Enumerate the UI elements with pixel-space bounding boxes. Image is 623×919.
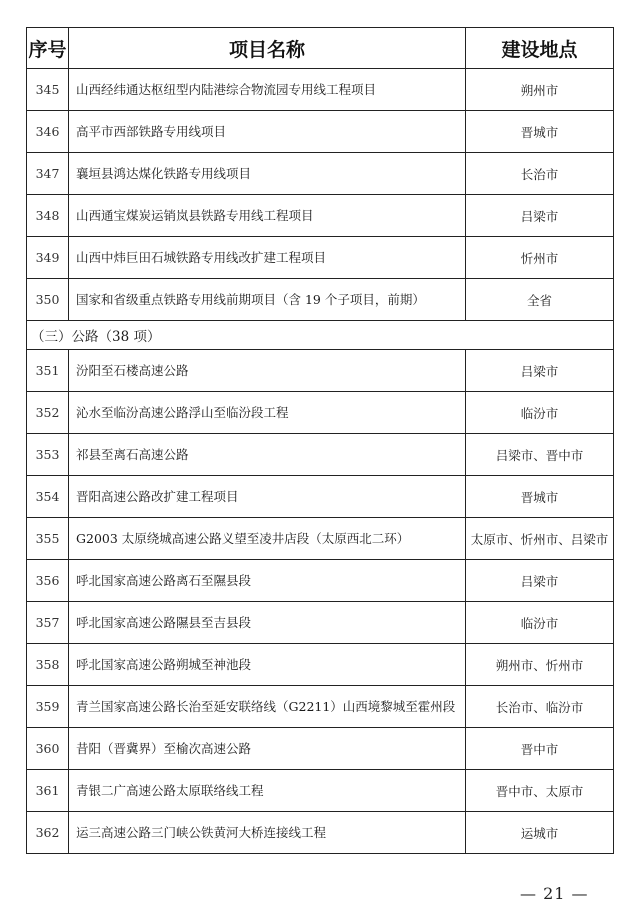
row-number: 361 bbox=[27, 770, 69, 812]
row-number: 358 bbox=[27, 644, 69, 686]
row-number: 352 bbox=[27, 392, 69, 434]
table-row bbox=[27, 602, 614, 644]
project-name: 沁水至临汾高速公路浮山至临汾段工程 bbox=[69, 392, 466, 434]
row-number: 360 bbox=[27, 728, 69, 770]
project-location: 吕梁市、晋中市 bbox=[466, 434, 614, 476]
table-body-section bbox=[27, 321, 614, 350]
row-number: 347 bbox=[27, 153, 69, 195]
table-row bbox=[27, 686, 614, 728]
project-name: 山西经纬通达枢纽型内陆港综合物流园专用线工程项目 bbox=[69, 69, 466, 111]
project-location: 运城市 bbox=[466, 812, 614, 854]
project-location: 太原市、忻州市、吕梁市 bbox=[466, 518, 614, 560]
section-title: （三）公路（38 项） bbox=[27, 321, 614, 350]
table-body-highway bbox=[27, 350, 614, 854]
row-number: 346 bbox=[27, 111, 69, 153]
project-location: 吕梁市 bbox=[466, 195, 614, 237]
project-name: 山西中炜巨田石城铁路专用线改扩建工程项目 bbox=[69, 237, 466, 279]
table-row bbox=[27, 195, 614, 237]
header-location: 建设地点 bbox=[466, 28, 614, 69]
project-name: 青兰国家高速公路长治至延安联络线（G2211）山西境黎城至霍州段 bbox=[69, 686, 466, 728]
table-row bbox=[27, 279, 614, 321]
project-name: 襄垣县鸿达煤化铁路专用线项目 bbox=[69, 153, 466, 195]
row-number: 354 bbox=[27, 476, 69, 518]
section-row-highway bbox=[27, 321, 614, 350]
project-name: 国家和省级重点铁路专用线前期项目（含 19 个子项目，前期） bbox=[69, 279, 466, 321]
project-name: 呼北国家高速公路隰县至吉县段 bbox=[69, 602, 466, 644]
project-name: 呼北国家高速公路朔城至神池段 bbox=[69, 644, 466, 686]
table-row bbox=[27, 153, 614, 195]
table-row bbox=[27, 812, 614, 854]
project-location: 临汾市 bbox=[466, 392, 614, 434]
table-row bbox=[27, 69, 614, 111]
row-number: 350 bbox=[27, 279, 69, 321]
project-location: 晋城市 bbox=[466, 111, 614, 153]
project-location: 长治市、临汾市 bbox=[466, 686, 614, 728]
project-location: 临汾市 bbox=[466, 602, 614, 644]
table-body-railway bbox=[27, 69, 614, 321]
project-name: 运三高速公路三门峡公铁黄河大桥连接线工程 bbox=[69, 812, 466, 854]
project-location: 晋中市、太原市 bbox=[466, 770, 614, 812]
table-row bbox=[27, 728, 614, 770]
row-number: 356 bbox=[27, 560, 69, 602]
row-number: 353 bbox=[27, 434, 69, 476]
row-number: 348 bbox=[27, 195, 69, 237]
row-number: 359 bbox=[27, 686, 69, 728]
project-location: 全省 bbox=[466, 279, 614, 321]
project-name: 昔阳（晋冀界）至榆次高速公路 bbox=[69, 728, 466, 770]
project-location: 忻州市 bbox=[466, 237, 614, 279]
project-location: 长治市 bbox=[466, 153, 614, 195]
project-table bbox=[26, 27, 614, 854]
project-name: 汾阳至石楼高速公路 bbox=[69, 350, 466, 392]
table-row bbox=[27, 392, 614, 434]
table-row bbox=[27, 350, 614, 392]
table-row bbox=[27, 237, 614, 279]
row-number: 349 bbox=[27, 237, 69, 279]
project-name: G2003 太原绕城高速公路义望至凌井店段（太原西北二环） bbox=[69, 518, 466, 560]
table-row bbox=[27, 560, 614, 602]
row-number: 362 bbox=[27, 812, 69, 854]
table-row bbox=[27, 518, 614, 560]
project-name: 呼北国家高速公路离石至隰县段 bbox=[69, 560, 466, 602]
project-location: 朔州市 bbox=[466, 69, 614, 111]
table-row bbox=[27, 770, 614, 812]
row-number: 357 bbox=[27, 602, 69, 644]
project-location: 吕梁市 bbox=[466, 350, 614, 392]
row-number: 351 bbox=[27, 350, 69, 392]
project-name: 山西通宝煤炭运销岚县铁路专用线工程项目 bbox=[69, 195, 466, 237]
project-location: 晋中市 bbox=[466, 728, 614, 770]
row-number: 355 bbox=[27, 518, 69, 560]
table-row bbox=[27, 476, 614, 518]
project-location: 晋城市 bbox=[466, 476, 614, 518]
project-name: 晋阳高速公路改扩建工程项目 bbox=[69, 476, 466, 518]
project-name: 祁县至离石高速公路 bbox=[69, 434, 466, 476]
header-no: 序号 bbox=[27, 28, 69, 69]
table-row bbox=[27, 644, 614, 686]
header-name: 项目名称 bbox=[69, 28, 466, 69]
project-location: 吕梁市 bbox=[466, 560, 614, 602]
project-name: 高平市西部铁路专用线项目 bbox=[69, 111, 466, 153]
row-number: 345 bbox=[27, 69, 69, 111]
page-number: — 21 — bbox=[520, 884, 589, 903]
project-name: 青银二广高速公路太原联络线工程 bbox=[69, 770, 466, 812]
table-row bbox=[27, 111, 614, 153]
project-location: 朔州市、忻州市 bbox=[466, 644, 614, 686]
table-row bbox=[27, 434, 614, 476]
table-header-row bbox=[27, 28, 614, 69]
